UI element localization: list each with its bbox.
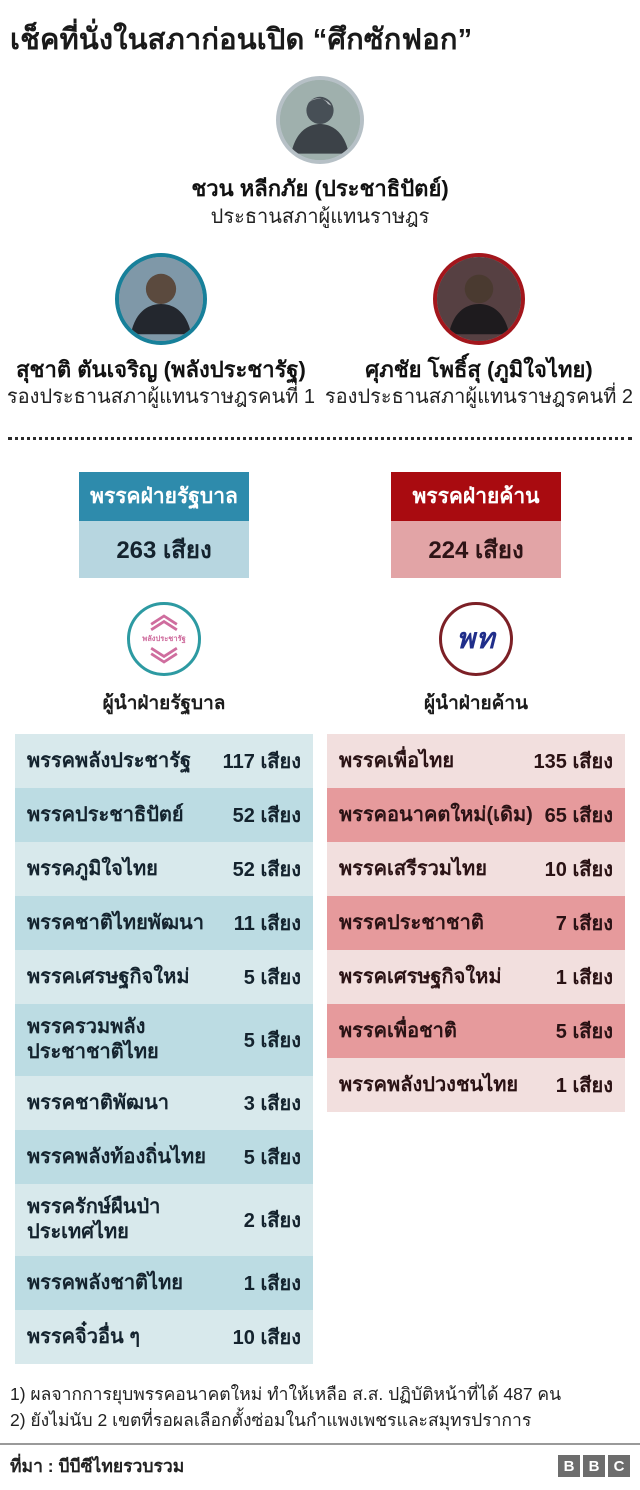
person-silhouette-icon <box>437 257 521 341</box>
table-row <box>15 1184 313 1256</box>
party-seats: 5 เสียง <box>243 1030 301 1053</box>
pheu-thai-logo <box>439 602 513 676</box>
party-name: พรรคพลังชาติไทย <box>27 1271 184 1294</box>
table-row <box>15 1004 313 1076</box>
party-seats: 5 เสียง <box>243 967 301 990</box>
palang-pracharath-logo <box>127 602 201 676</box>
source-bar <box>0 1443 640 1490</box>
party-name: พรรคชาติไทยพัฒนา <box>27 911 204 934</box>
party-name: พรรคเศรษฐกิจใหม่ <box>339 965 502 988</box>
person-silhouette-icon <box>119 257 203 341</box>
table-row <box>327 788 625 842</box>
party-seats: 10 เสียง <box>544 859 613 882</box>
page-title: เช็คที่นั่งในสภาก่อนเปิด “ศึกซักฟอก” <box>10 24 473 56</box>
bbc-logo <box>558 1455 630 1477</box>
opposition-leader-caption: ผู้นำฝ่ายค้าน <box>423 693 529 715</box>
table-row <box>15 1130 313 1184</box>
deputy-1-name: สุชาติ ตันเจริญ (พลังประชารัฐ) <box>16 356 306 382</box>
footer <box>0 1364 640 1490</box>
speaker-block <box>0 72 640 231</box>
table-row <box>327 896 625 950</box>
party-name: พรรคภูมิใจไทย <box>27 857 158 880</box>
party-seats: 7 เสียง <box>555 913 613 936</box>
deputy-1-portrait <box>115 253 207 345</box>
footnote-1: 1) ผลจากการยุบพรรคอนาคตใหม่ ทำให้เหลือ ส.ส. ปฏิบัติหน้าที่ได้ 487 คน <box>10 1384 562 1405</box>
speaker-name: ชวน หลีกภัย (ประชาธิปัตย์) <box>191 176 449 201</box>
table-row <box>15 1256 313 1310</box>
table-row <box>327 1058 625 1112</box>
party-name: พรรคเพื่อไทย <box>339 749 455 772</box>
government-badge <box>79 472 249 578</box>
party-name: พรรคพลังประชารัฐ <box>27 749 192 772</box>
pheu-thai-logo-text: พท <box>456 623 496 655</box>
party-name: พรรครักษ์ผืนป่าประเทศไทย <box>27 1196 161 1244</box>
footnotes <box>0 1382 640 1433</box>
footnote-2: 2) ยังไม่นับ 2 เขตที่รอผลเลือกตั้งซ่อมในกำแพงเพชรและสมุทรปราการ <box>10 1409 532 1430</box>
party-name: พรรคอนาคตใหม่(เดิม) <box>339 803 533 826</box>
party-name: พรรคเสรีรวมไทย <box>339 857 487 880</box>
comparison-columns <box>0 472 640 1364</box>
source-text: ที่มา : บีบีซีไทยรวบรวม <box>10 1456 185 1477</box>
party-name: พรรคชาติพัฒนา <box>27 1091 169 1114</box>
government-leader-caption: ผู้นำฝ่ายรัฐบาล <box>102 693 226 715</box>
opposition-badge-title: พรรคฝ่ายค้าน <box>391 472 561 521</box>
party-name: พรรคเศรษฐกิจใหม่ <box>27 965 190 988</box>
person-silhouette-icon <box>280 80 360 160</box>
deputy-2-block <box>324 253 634 412</box>
party-seats: 11 เสียง <box>233 913 301 936</box>
opposition-column <box>327 472 625 1112</box>
party-seats: 3 เสียง <box>243 1093 301 1116</box>
party-seats: 1 เสียง <box>555 1075 613 1098</box>
party-name: พรรคประชาธิปัตย์ <box>27 803 184 826</box>
bbc-letter-block: B <box>583 1455 605 1477</box>
table-row <box>15 842 313 896</box>
party-seats: 117 เสียง <box>222 751 301 774</box>
speaker-role: ประธานสภาผู้แทนราษฎร <box>210 205 430 228</box>
party-name: พรรคพลังท้องถิ่นไทย <box>27 1145 206 1168</box>
opposition-badge <box>391 472 561 578</box>
opposition-party-table <box>327 734 625 1112</box>
bbc-letter-block: B <box>558 1455 580 1477</box>
government-column <box>15 472 313 1364</box>
table-row <box>15 788 313 842</box>
party-seats: 1 เสียง <box>555 967 613 990</box>
party-name: พรรคจิ๋วอื่น ๆ <box>27 1325 140 1348</box>
dotted-divider <box>8 437 632 440</box>
table-row <box>327 950 625 1004</box>
deputy-1-role: รองประธานสภาผู้แทนราษฎรคนที่ 1 <box>6 386 316 409</box>
government-party-table <box>15 734 313 1364</box>
deputy-2-portrait <box>433 253 525 345</box>
speaker-portrait <box>276 76 364 164</box>
party-seats: 52 เสียง <box>232 805 301 828</box>
party-name: พรรคประชาชาติ <box>339 911 484 934</box>
deputy-2-role: รองประธานสภาผู้แทนราษฎรคนที่ 2 <box>324 386 634 409</box>
table-row <box>15 734 313 788</box>
party-seats: 10 เสียง <box>232 1327 301 1350</box>
table-row <box>327 734 625 788</box>
party-seats: 1 เสียง <box>243 1273 301 1296</box>
party-seats: 135 เสียง <box>533 751 613 774</box>
government-badge-total: 263 เสียง <box>79 521 249 578</box>
table-row <box>15 896 313 950</box>
party-seats: 5 เสียง <box>555 1021 613 1044</box>
deputy-2-name: ศุภชัย โพธิ์สุ (ภูมิใจไทย) <box>365 356 593 382</box>
pprp-logo-text: พลังประชารัฐ <box>142 634 186 644</box>
table-row <box>15 1310 313 1364</box>
table-row <box>15 1076 313 1130</box>
party-seats: 52 เสียง <box>232 859 301 882</box>
table-row <box>327 1004 625 1058</box>
table-row <box>327 842 625 896</box>
deputy-1-block <box>6 253 316 412</box>
table-row <box>15 950 313 1004</box>
government-badge-title: พรรคฝ่ายรัฐบาล <box>79 472 249 521</box>
party-seats: 65 เสียง <box>544 805 613 828</box>
bbc-letter-block: C <box>608 1455 630 1477</box>
party-name: พรรครวมพลังประชาชาติไทย <box>27 1016 159 1064</box>
party-seats: 5 เสียง <box>243 1147 301 1170</box>
deputies-row <box>0 253 640 412</box>
party-name: พรรคเพื่อชาติ <box>339 1019 457 1042</box>
party-seats: 2 เสียง <box>243 1210 301 1233</box>
party-name: พรรคพลังปวงชนไทย <box>339 1073 519 1096</box>
opposition-badge-total: 224 เสียง <box>391 521 561 578</box>
